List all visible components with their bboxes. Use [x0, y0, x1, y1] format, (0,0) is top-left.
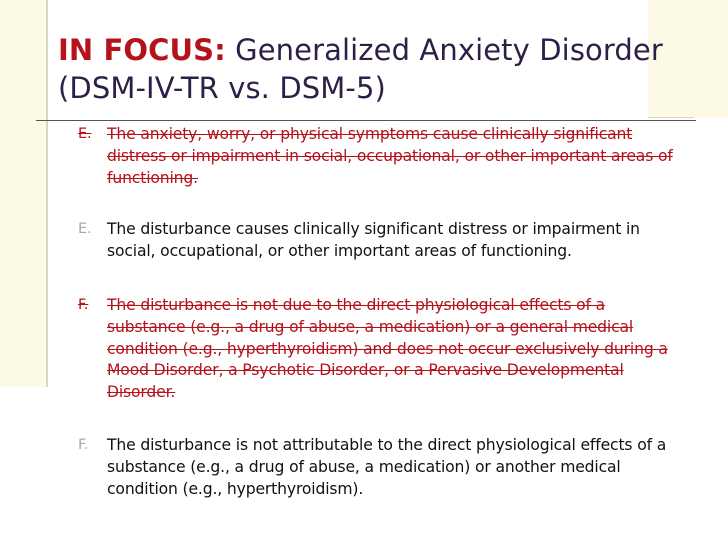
- list-marker: E.: [78, 126, 92, 142]
- criterion-e-dsm-5: [78, 219, 688, 263]
- list-marker: F.: [78, 297, 89, 313]
- slide-title: [58, 31, 688, 107]
- criterion-e-dsm-iv: [78, 124, 688, 189]
- criterion-f-dsm-iv: [78, 295, 688, 404]
- list-marker: F.: [78, 437, 89, 453]
- title-focus-label: IN FOCUS:: [58, 33, 226, 67]
- list-marker: E.: [78, 221, 92, 237]
- left-decorative-bar: [0, 0, 46, 387]
- criterion-text: The disturbance is not attributable to the direct physiological effects of a substance (e.g., a drug of abuse, a medication) or another medical condition (e.g., hyperthyroidism).: [107, 436, 667, 498]
- left-bar-edge: [46, 0, 48, 387]
- top-bar-edge: [648, 117, 694, 118]
- criterion-text: The anxiety, worry, or physical symptoms cause clinically significant distress or impairment in social, occupational, or other important areas of functioning.: [107, 125, 673, 187]
- criterion-text: The disturbance is not due to the direct physiological effects of a substance (e.g., a drug of abuse, a medication) or a general medical condition (e.g., hyperthyroidism) and does not occur exclusively during a Mood Disorder, a Psychotic Disorder, or a Pervasive Developmental Disorder.: [107, 296, 668, 402]
- criterion-text: The disturbance causes clinically significant distress or impairment in social, occupational, or other important areas of functioning.: [107, 220, 640, 260]
- title-divider: [36, 120, 696, 121]
- criteria-list: [78, 124, 688, 498]
- title-text: Generalized Anxiety Disorder (DSM-IV-TR vs. DSM-5): [58, 33, 663, 105]
- criterion-f-dsm-5: [78, 435, 688, 500]
